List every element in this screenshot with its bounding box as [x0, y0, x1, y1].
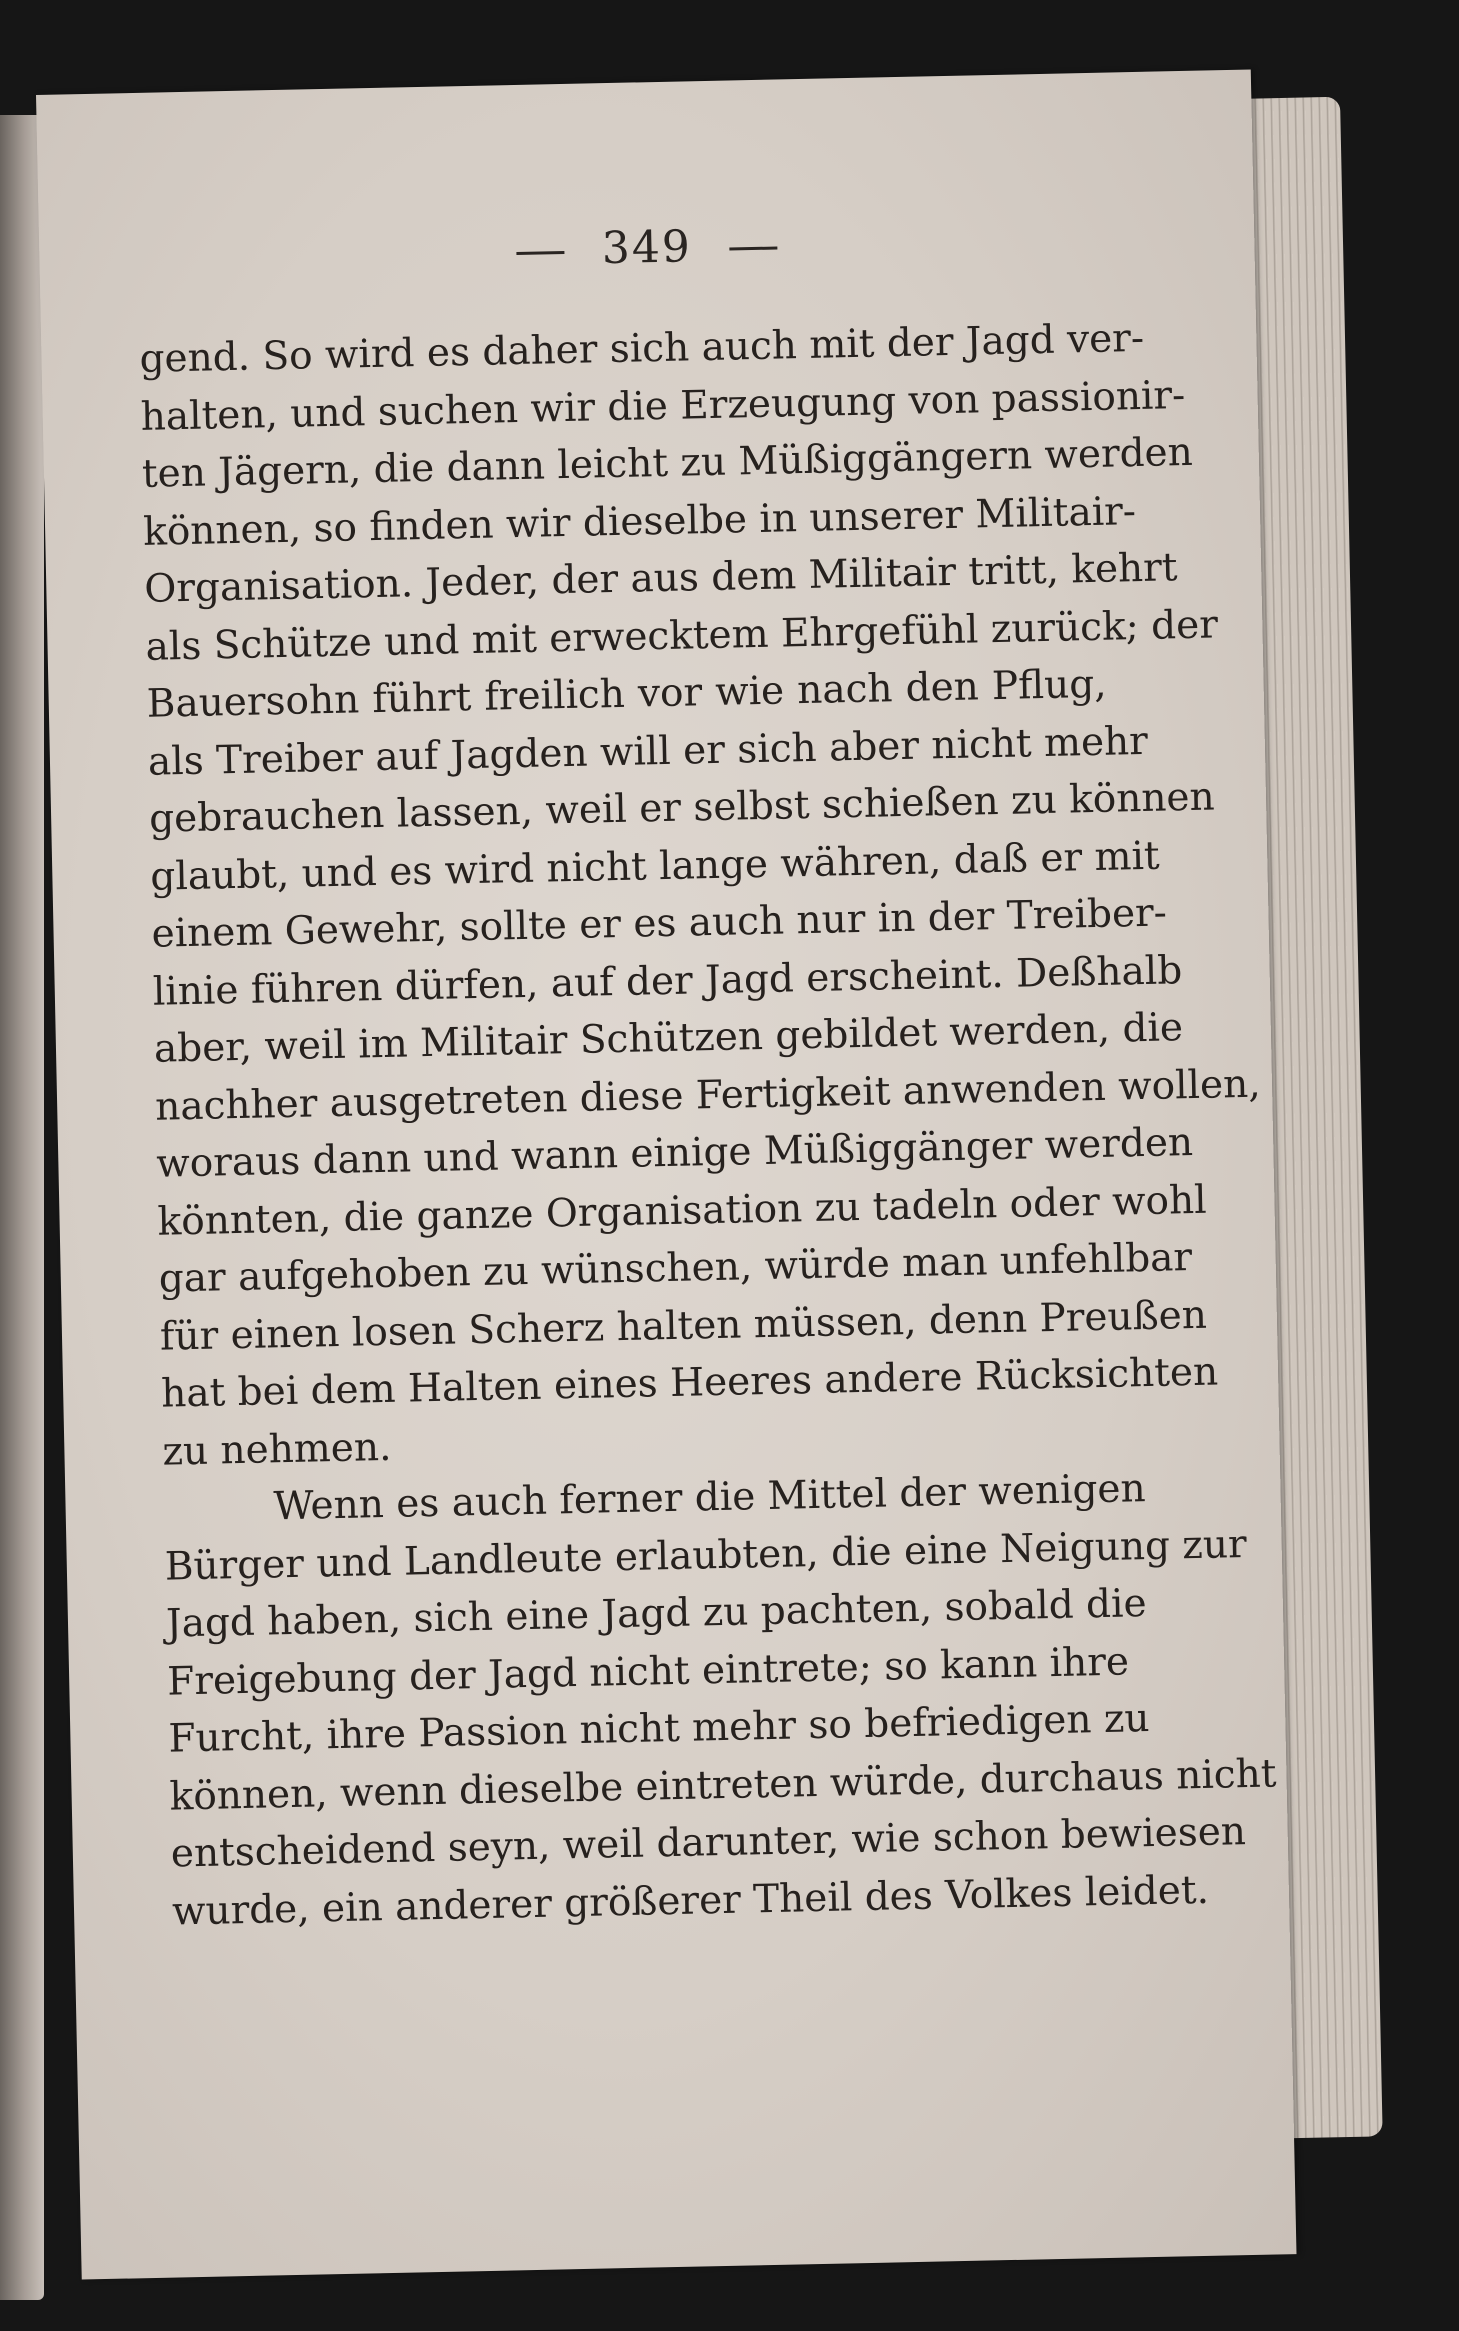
text-line: können, so finden wir dieselbe in unserer Militair- — [142, 488, 1137, 555]
text-line: Bürger und Landleute erlaubten, die eine Neigung zur — [164, 1521, 1248, 1590]
text-line: gebrauchen lassen, weil er selbst schießen zu können — [148, 774, 1216, 842]
text-line: ten Jägern, die dann leicht zu Müßiggängern werden — [141, 429, 1194, 497]
text-line: gar aufgehoben zu wünschen, würde man unfehlbar — [158, 1235, 1193, 1302]
text-line: Jagd haben, sich eine Jagd zu pachten, sobald die — [165, 1581, 1148, 1647]
text-line: als Schütze und mit erwecktem Ehrgefühl zurück; der — [145, 601, 1219, 670]
text-line: einem Gewehr, sollte er es auch nur in der Treiber- — [151, 890, 1168, 957]
text-line: Bauersohn führt freilich vor wie nach den Pflug, — [146, 661, 1108, 727]
text-line: hat bei dem Halten eines Heeres andere Rücksichten — [160, 1349, 1219, 1417]
header-dash-right — [730, 246, 778, 250]
page-number: 349 — [601, 221, 693, 275]
text-line: als Treiber auf Jagden will er sich aber nicht mehr — [147, 718, 1149, 785]
text-line: Furcht, ihre Passion nicht mehr so befriedigen zu — [167, 1696, 1150, 1762]
text-line: woraus dann und wann einige Müßiggänger werden — [155, 1120, 1194, 1187]
text-line: wurde, ein anderer größerer Theil des Volkes leidet. — [171, 1867, 1210, 1935]
body-text — [139, 311, 1277, 1941]
text-line: zu nehmen. — [161, 1424, 392, 1475]
text-line: nachher ausgetreten diese Fertigkeit anwenden wollen, — [154, 1061, 1262, 1130]
text-line: Organisation. Jeder, der aus dem Militair tritt, kehrt — [143, 545, 1178, 612]
text-line: aber, weil im Militair Schützen gebildet werden, die — [153, 1005, 1184, 1072]
page-number-header — [39, 210, 1255, 286]
text-line: könnten, die ganze Organisation zu tadeln oder wohl — [157, 1177, 1208, 1245]
text-line: Wenn es auch ferner die Mittel der wenigen — [273, 1466, 1147, 1530]
text-line: können, wenn dieselbe eintreten würde, durchaus nicht — [169, 1750, 1277, 1820]
text-line: entscheidend seyn, weil darunter, wie schon bewiesen — [170, 1809, 1247, 1877]
book-page — [36, 70, 1296, 2280]
text-line: halten, und suchen wir die Erzeugung von passionir- — [140, 372, 1186, 440]
header-dash-left — [516, 251, 564, 255]
text-line: für einen losen Scherz halten müssen, denn Preußen — [159, 1292, 1208, 1360]
text-line: gend. So wird es daher sich auch mit der Jagd ver- — [139, 315, 1145, 382]
text-line: glaubt, und es wird nicht lange währen, daß er mit — [149, 833, 1161, 900]
facing-page-edge — [0, 115, 44, 2300]
text-line: Freigebung der Jagd nicht eintrete; so kann ihre — [166, 1638, 1130, 1705]
text-line: linie führen dürfen, auf der Jagd erscheint. Deßhalb — [152, 947, 1183, 1015]
